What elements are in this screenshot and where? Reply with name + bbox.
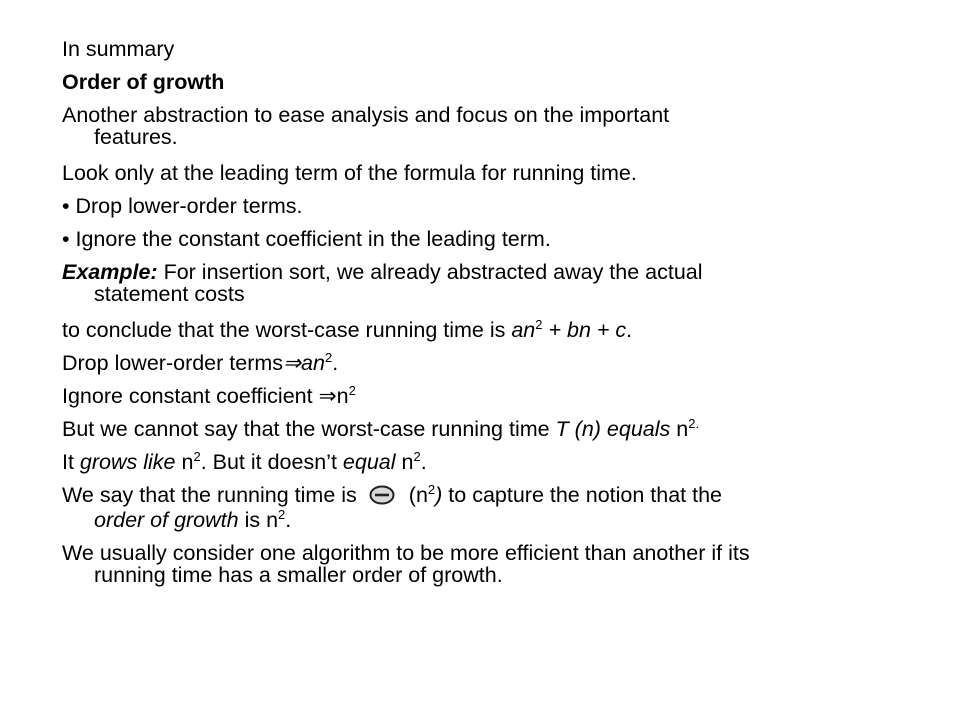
grows-equal: equal: [342, 450, 396, 474]
bullet-ignore-constant-text: • Ignore the constant coefficient in the leading term.: [62, 227, 551, 251]
conclude-period: .: [626, 318, 633, 342]
grows-mid: . But it doesn’t: [200, 450, 343, 474]
paragraph-abstraction: [62, 104, 932, 148]
ignore-arrow-n: ⇒n: [318, 384, 349, 408]
paragraph-say: [62, 484, 932, 534]
conclude-exponent: 2: [535, 317, 543, 332]
paragraph-usually: [62, 542, 932, 586]
heading: [62, 38, 932, 60]
say-close-paren: ): [435, 483, 443, 507]
usually-line-2: running time has a smaller order of growth.: [94, 563, 503, 587]
paragraph-example: [62, 261, 932, 305]
abstraction-line-2: features.: [94, 125, 178, 149]
grows-n2: n: [395, 450, 414, 474]
ignore-text: Ignore constant coefficient: [62, 384, 319, 408]
conclude-rest: + bn + c: [542, 318, 627, 342]
grows-period: .: [420, 450, 427, 474]
example-text-1: For insertion sort, we already abstracted away the actual: [157, 260, 703, 284]
grows-like: grows like: [79, 450, 176, 474]
say-exponent-2: 2: [278, 507, 286, 522]
abstraction-line-1: Another abstraction to ease analysis and focus on the important: [62, 103, 670, 127]
say-is-n: is n: [238, 508, 279, 532]
drop-text: Drop lower-order terms: [62, 351, 284, 375]
grows-exponent-2: 2: [413, 449, 421, 464]
bullet-drop-lower-text: • Drop lower-order terms.: [62, 194, 303, 218]
usually-line-1: We usually consider one algorithm to be more efficient than another if its: [62, 541, 750, 565]
grows-exponent-1: 2: [193, 449, 201, 464]
paragraph-drop: [62, 352, 932, 377]
say-exponent: 2: [427, 482, 436, 497]
paragraph-grows: [62, 451, 932, 476]
bullet-ignore-constant: [62, 228, 932, 250]
cannot-tn-equals: T (n) equals: [555, 417, 671, 441]
subheading: [62, 71, 932, 93]
say-order-of-growth: order of growth: [94, 508, 239, 532]
cannot-n: n: [670, 417, 689, 441]
grows-pre: It: [62, 450, 80, 474]
bullet-drop-lower: [62, 195, 932, 217]
paragraph-conclude: [62, 319, 932, 344]
heading-text: In summary: [62, 37, 175, 61]
ignore-exponent: 2: [348, 383, 356, 398]
example-label: Example:: [62, 260, 158, 284]
drop-arrow-an: ⇒an: [283, 351, 325, 375]
drop-period: .: [332, 351, 339, 375]
cannot-text: But we cannot say that the worst-case running time: [62, 417, 556, 441]
say-post: to capture the notion that the: [442, 483, 723, 507]
subheading-text: Order of growth: [62, 70, 225, 94]
paragraph-leading-term: [62, 162, 932, 184]
leading-term-text: Look only at the leading term of the formula for running time.: [62, 161, 637, 185]
drop-exponent: 2: [324, 350, 333, 365]
cannot-exponent: 2.: [688, 416, 700, 431]
say-paren-n: (n: [408, 483, 428, 507]
say-period: .: [285, 508, 292, 532]
example-text-2: statement costs: [94, 282, 245, 306]
conclude-an: an: [511, 318, 536, 342]
grows-n1: n: [175, 450, 194, 474]
say-pre: We say that the running time is: [62, 483, 357, 507]
paragraph-cannot: [62, 418, 932, 443]
conclude-text: to conclude that the worst-case running time is: [62, 318, 512, 342]
theta-icon: [369, 485, 395, 505]
paragraph-ignore: [62, 385, 932, 410]
